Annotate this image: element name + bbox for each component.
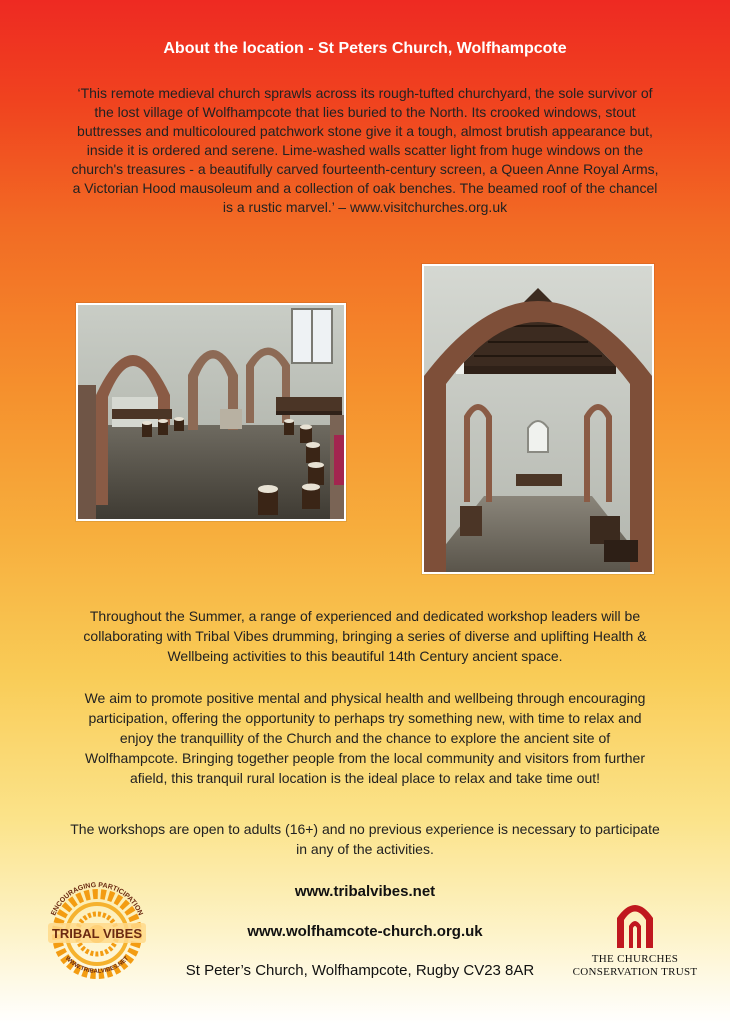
church-quote xyxy=(28,84,702,217)
tribal-logo-name: TRIBAL VIBES xyxy=(51,926,143,941)
tribal-vibes-logo xyxy=(38,876,156,991)
paragraph-line: enjoy the tranquillity of the Church and the chance to explore the ancient site of xyxy=(119,730,611,746)
cct-line1: THE CHURCHES xyxy=(591,953,679,965)
quote-line: inside it is ordered and serene. Lime-washed walls scatter light from huge windows on the xyxy=(86,142,644,158)
church-website-link[interactable]: www.wolfhamcote-church.org.uk xyxy=(247,923,483,940)
paragraph-line: participation, offering the opportunity to perhaps try something new, with time to relax and xyxy=(88,710,642,726)
quote-line: a Victorian Hood mausoleum and a collection of oak benches. The beamed roof of the chancel xyxy=(72,180,658,196)
page-title: About the location - St Peters Church, Wolfhampcote xyxy=(163,40,567,57)
church-address: St Peter’s Church, Wolfhampcote, Rugby CV23 8AR xyxy=(185,962,535,979)
aims-paragraph xyxy=(22,688,708,788)
quote-line: ‘This remote medieval church sprawls across its rough-tufted churchyard, the sole survivor of xyxy=(77,85,653,101)
tribal-logo-top-text: ENCOURAGING PARTICIPATION xyxy=(50,881,144,917)
tribal-logo-bottom-text: WWW.TRIBALVIBES.NET xyxy=(63,955,131,975)
paragraph-line: Wellbeing activities to this beautiful 14th Century ancient space. xyxy=(167,648,563,664)
paragraph-line: Wolfhampcote. Bringing together people from the local community and visitors from further xyxy=(85,750,645,766)
tribalvibes-link[interactable]: www.tribalvibes.net xyxy=(294,883,436,900)
paragraph-line: collaborating with Tribal Vibes drumming, bringing a series of diverse and uplifting Health & xyxy=(83,628,647,644)
eligibility-paragraph xyxy=(22,819,708,859)
paragraph-line: We aim to promote positive mental and physical health and wellbeing through encouraging xyxy=(84,690,646,706)
paragraph-line: afield, this tranquil rural location is the ideal place to relax and take time out! xyxy=(129,770,601,786)
quote-line: buttresses and multicoloured patchwork stone give it a tough, almost brutish appearance but, xyxy=(77,123,653,139)
quote-line: the lost village of Wolfhampcote that lies buried to the North. Its crooked windows, stout xyxy=(94,104,636,120)
paragraph-line: Throughout the Summer, a range of experienced and dedicated workshop leaders will be xyxy=(89,608,641,624)
church-interior-photo-drums xyxy=(76,303,346,521)
paragraph-line: in any of the activities. xyxy=(296,841,434,857)
workshop-intro-paragraph xyxy=(22,606,708,666)
cct-line2: CONSERVATION TRUST xyxy=(572,966,698,978)
quote-line: is a rustic marvel.’ – www.visitchurches.org.uk xyxy=(222,199,508,215)
church-arch-icon xyxy=(615,898,655,948)
paragraph-line: The workshops are open to adults (16+) and no previous experience is necessary to participate xyxy=(70,821,660,837)
church-nave-photo xyxy=(422,264,654,574)
quote-line: church's treasures - a beautifully carved fourteenth-century screen, a Queen Anne Royal Arms, xyxy=(71,161,659,177)
churches-conservation-trust-logo xyxy=(560,898,710,979)
